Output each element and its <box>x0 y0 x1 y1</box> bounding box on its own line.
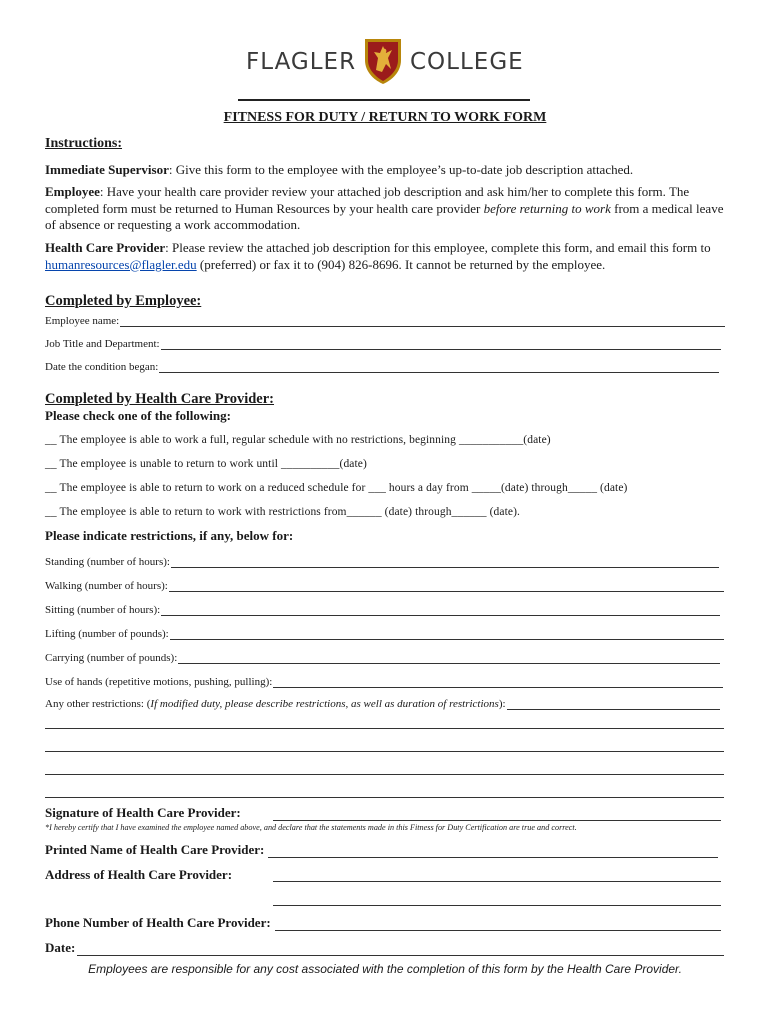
signature-field[interactable] <box>273 820 721 821</box>
supervisor-instruction <box>45 162 725 179</box>
option-unable-to-return[interactable]: __ The employee is unable to return to work until __________(date) <box>45 458 367 470</box>
option-with-restrictions[interactable]: __ The employee is able to return to work with restrictions from______ (date) through______ (date). <box>45 506 521 518</box>
employee-label: Employee <box>45 184 100 199</box>
hr-email-link[interactable]: humanresources@flagler.edu <box>45 256 197 272</box>
employee-name-label: Employee name: <box>45 315 120 327</box>
provider-text: : Please review the attached job description for this employee, complete this form, and email this form to <box>165 240 711 255</box>
use-of-hands-field[interactable] <box>45 672 723 688</box>
provider-instruction <box>45 240 725 273</box>
employee-italic-text: before returning to work <box>483 200 611 216</box>
option-full-schedule[interactable]: __ The employee is able to work a full, regular schedule with no restrictions, beginning ___________(date) <box>45 434 551 446</box>
job-title-field[interactable] <box>45 334 721 350</box>
standing-field[interactable] <box>45 552 719 568</box>
restrictions-blank-line-4[interactable] <box>45 797 724 798</box>
employee-name-field[interactable] <box>45 311 725 327</box>
instructions-heading: Instructions: <box>45 136 123 151</box>
footer-note: Employees are responsible for any cost associated with the completion of this form by the Health Care Provider. <box>88 962 682 976</box>
lifting-field[interactable] <box>45 624 724 640</box>
sitting-label: Sitting (number of hours): <box>45 604 161 616</box>
supervisor-text: : Give this form to the employee with the employee’s up-to-date job description attached. <box>168 162 634 177</box>
form-title: FITNESS FOR DUTY / RETURN TO WORK FORM <box>223 110 547 125</box>
address-field-line-2[interactable] <box>273 905 721 906</box>
other-suffix: ): <box>498 698 506 710</box>
use-of-hands-label: Use of hands (repetitive motions, pushing, pulling): <box>45 676 273 688</box>
employee-text-end: from a medical leave of absence or requesting a work accommodation. <box>45 200 724 232</box>
condition-date-label: Date the condition began: <box>45 361 159 373</box>
restrictions-blank-line-2[interactable] <box>45 751 724 752</box>
printed-name-label: Printed Name of Health Care Provider: <box>45 842 265 857</box>
address-field-line-1[interactable] <box>273 881 721 882</box>
check-one-heading: Please check one of the following: <box>45 408 231 423</box>
employee-instruction <box>45 184 725 234</box>
address-label: Address of Health Care Provider: <box>45 867 233 882</box>
other-restrictions-field[interactable] <box>45 694 720 710</box>
date-field[interactable] <box>45 940 724 956</box>
signature-label: Signature of Health Care Provider: <box>45 805 241 820</box>
college-crest-icon <box>362 36 404 86</box>
certification-text: *I hereby certify that I have examined the employee named above, and declare that the statements made in this Fitness for Duty Certification are true and correct. <box>45 823 577 832</box>
employee-text: : Have your health care provider review your attached job description and ask him/her to complete this form. The completed form must be returned to Human Resources by your health care provider <box>45 184 690 216</box>
sitting-field[interactable] <box>45 600 720 616</box>
other-restrictions-label <box>45 698 506 710</box>
logo-text-left: FLAGLER <box>246 49 357 75</box>
walking-label: Walking (number of hours): <box>45 580 168 592</box>
restrictions-blank-line-1[interactable] <box>45 728 724 729</box>
header-divider <box>238 99 530 101</box>
provider-text-end: (preferred) or fax it to (904) 826-8696. It cannot be returned by the employee. <box>196 256 606 272</box>
carrying-label: Carrying (number of pounds): <box>45 652 178 664</box>
logo-text-right: COLLEGE <box>410 49 524 75</box>
employee-section-heading: Completed by Employee: <box>45 293 202 309</box>
restrictions-heading: Please indicate restrictions, if any, below for: <box>45 528 294 543</box>
lifting-label: Lifting (number of pounds): <box>45 628 169 640</box>
job-title-label: Job Title and Department: <box>45 338 160 350</box>
phone-label: Phone Number of Health Care Provider: <box>45 915 271 930</box>
standing-label: Standing (number of hours): <box>45 556 170 568</box>
supervisor-label: Immediate Supervisor <box>45 162 169 177</box>
carrying-field[interactable] <box>45 648 720 664</box>
walking-field[interactable] <box>45 576 724 592</box>
restrictions-blank-line-3[interactable] <box>45 774 724 775</box>
provider-label: Health Care Provider <box>45 240 166 255</box>
other-italic: If modified duty, please describe restrictions, as well as duration of restrictions <box>150 698 499 710</box>
condition-date-field[interactable] <box>45 357 719 373</box>
date-label: Date: <box>45 940 76 955</box>
phone-field[interactable] <box>45 915 721 931</box>
option-reduced-schedule[interactable]: __ The employee is able to return to work on a reduced schedule for ___ hours a day from _____(date) through_____ (date) <box>45 482 628 494</box>
provider-section-heading: Completed by Health Care Provider: <box>45 391 275 407</box>
printed-name-field[interactable] <box>45 842 718 858</box>
other-prefix: Any other restrictions: ( <box>45 698 151 710</box>
